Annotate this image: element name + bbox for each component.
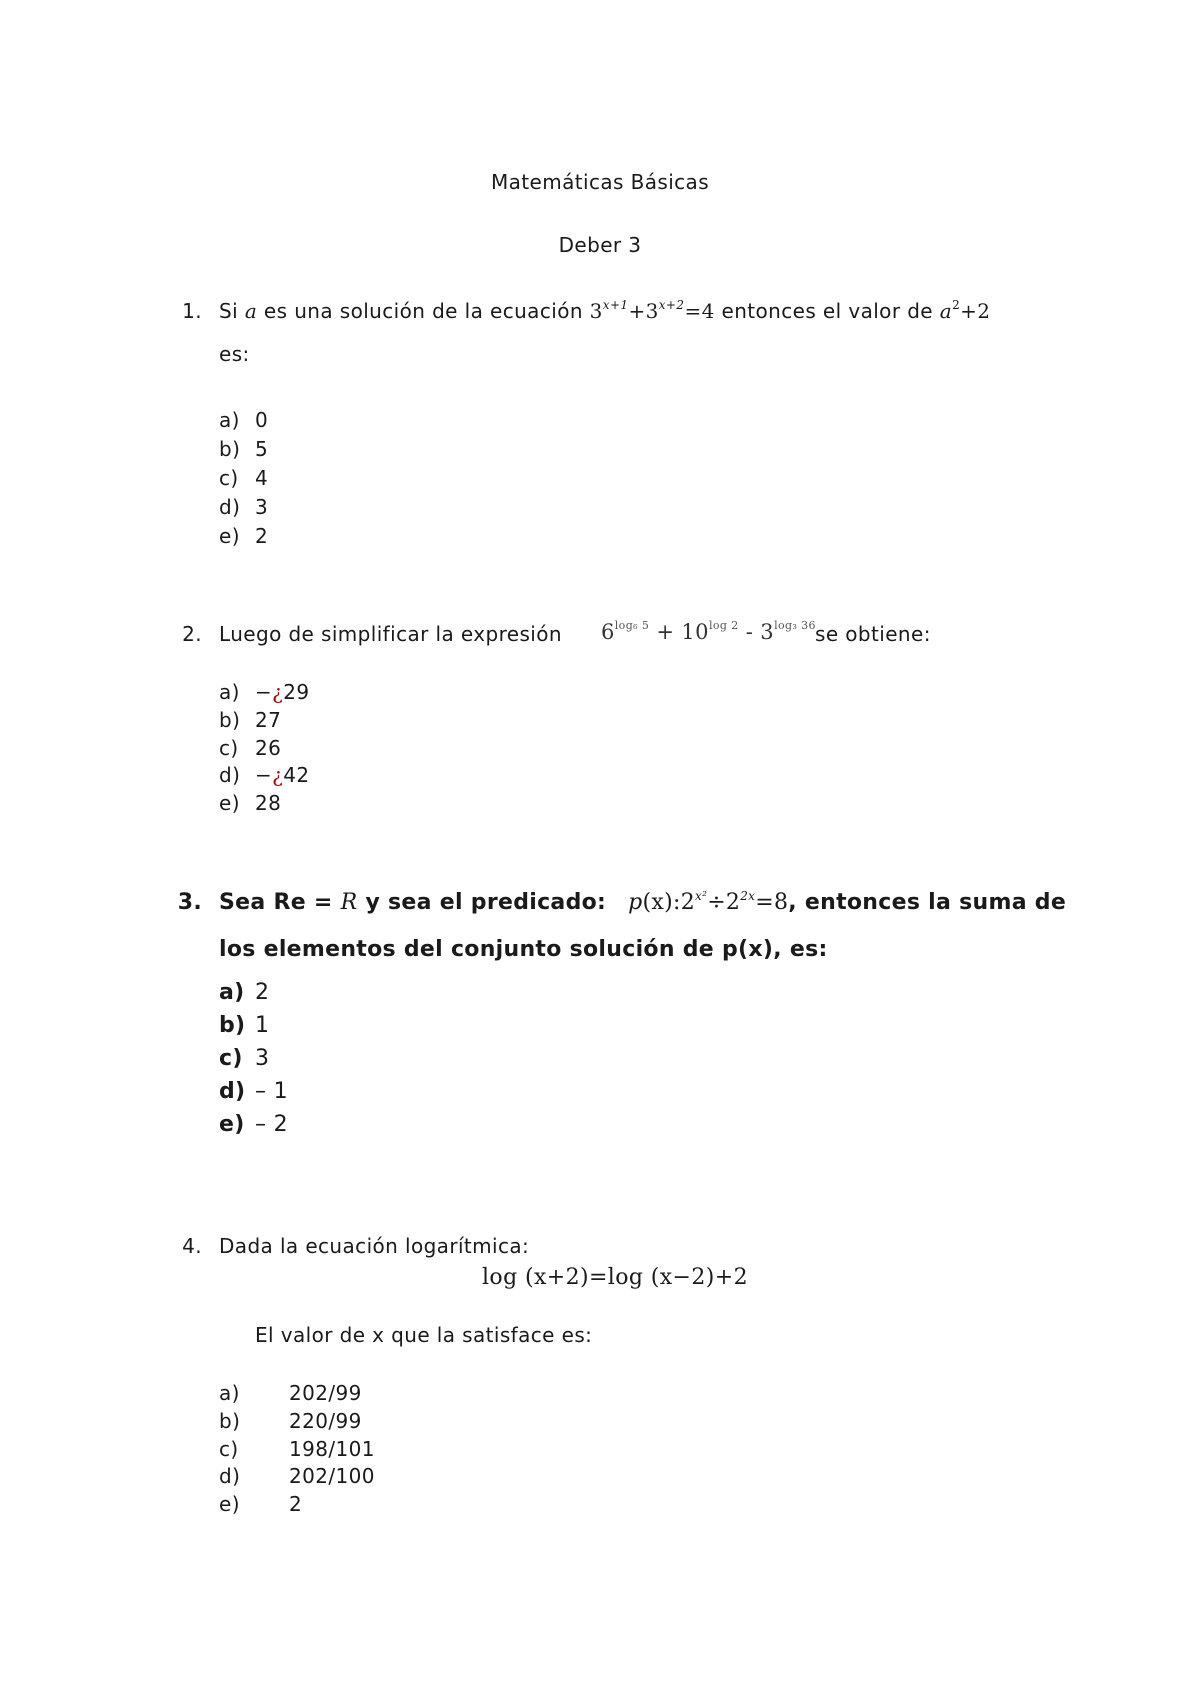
document-subtitle: Deber 3 [558,233,642,257]
option: b) 5 [219,437,269,461]
text-segment: es una solución de la ecuación [263,299,583,323]
math-variable: a [244,299,258,323]
option: b) 27 [219,708,282,732]
question-text-continued: es: [219,342,250,366]
predicate: $p(x):2^{x^2}\div 2^{2x}=8$ [628,889,789,915]
text-segment: , entonces la suma de [788,890,1067,915]
option: a) 2 [219,980,270,1005]
option: a) −¿29 [219,680,310,704]
option: c) 3 [219,1046,270,1071]
equation: log (x+2)=log (x−2)+2 [482,1265,748,1290]
option: c) 4 [219,466,269,490]
question-text [219,890,1066,915]
option: a) 202/99 [219,1381,362,1405]
option: b) 220/99 [219,1409,362,1433]
expression-image: $6^{log_6 5} + 10^{log 2} - 3^{log_3 36}$ [601,619,816,644]
question-number: 1. [182,299,202,323]
option: d) 3 [219,495,269,519]
equation: $3^{x+1}+3^{x+2}=4$ [589,298,715,323]
option: e) 2 [219,524,269,548]
option: e) 2 [219,1492,303,1516]
question-number: 3. [177,890,202,915]
option: d) 202/100 [219,1464,375,1488]
option: c) 198/101 [219,1437,375,1461]
question-number: 2. [182,622,202,646]
option: d) −¿42 [219,763,310,787]
option: d) – 1 [219,1079,288,1104]
question-text [219,299,990,323]
option: e) 28 [219,791,282,815]
question-text: Dada la ecuación logarítmica: [219,1234,530,1258]
option: b) 1 [219,1013,270,1038]
math-variable: R [340,890,358,915]
expression: $a^2+2$ [939,298,991,323]
question-text-continued: se obtiene: [815,622,931,646]
option: a) 0 [219,408,269,432]
question-text-continued: los elementos del conjunto solución de p(x), es: [219,937,828,962]
option: c) 26 [219,736,282,760]
question-text-continued: El valor de x que la satisface es: [255,1323,593,1347]
question-text: Luego de simplificar la expresión [219,622,562,646]
text-segment: Sea Re = [219,890,333,915]
document-title: Matemáticas Básicas [490,170,710,194]
text-segment: Si [219,299,239,323]
option: e) – 2 [219,1112,288,1137]
text-segment: entonces el valor de [721,299,933,323]
text-segment: y sea el predicado: [365,890,607,915]
question-number: 4. [182,1234,202,1258]
